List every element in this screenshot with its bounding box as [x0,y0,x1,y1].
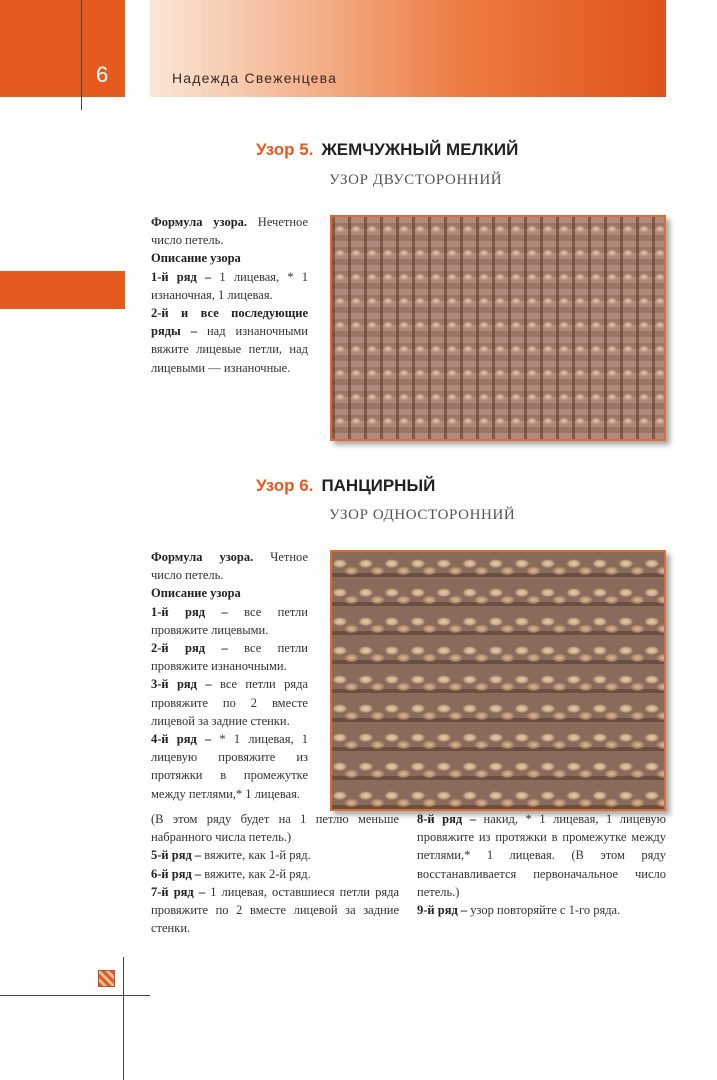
row-4-note: (В этом ряду будет на 1 петлю меньше набранного числа петель.) [151,812,399,845]
row-label: 2-й и все последующие ряды – [151,306,308,339]
row-text: * 1 лицевая, 1 лицевую провяжите из протяжки в промежутке между петлями,* 1 лицевая. [151,732,309,801]
row-label: 7-й ряд – [151,884,206,899]
formula-text: Четное число петель. [151,550,308,583]
row-text: все петли провяжите лицевыми. [151,604,308,637]
row-label: 6-й ряд – [151,866,202,881]
row-text: вяжите, как 2-й ряд. [204,866,311,881]
side-accent-band [0,271,125,309]
formula-text: Нечетное число петель. [151,215,308,248]
row-label: 1-й ряд – [151,604,228,619]
vertical-rule-bottom [123,957,124,1080]
description-label: Описание узора [151,251,241,266]
row-label: 5-й ряд – [151,848,202,863]
pattern-5-title [256,140,518,160]
pattern-ornament-icon [98,970,115,987]
horizontal-rule-bottom [0,995,150,996]
row-text: вяжите, как 1-й ряд. [204,848,311,863]
page-number: 6 [96,62,109,87]
author-name: Надежда Свеженцева [172,70,338,86]
row-label: 2-й ряд – [151,641,228,656]
row-text: все петли ряда провяжите по 2 вместе лицевой за задние стенки. [151,677,308,728]
pattern-6-title [256,476,435,496]
row-text: накид, * 1 лицевая, 1 лицевую провяжите из протяжки в промежутке между петлями,* 1 лицевая. (В этом ряду восстанавливается первоначальное число петель.) [417,812,667,899]
formula-label: Формула узора. [151,215,248,229]
pattern-5-number: Узор 5. [256,140,314,159]
pattern-6-description-bottom [151,810,399,937]
row-text: 1 лицевая, * 1 изнаночная, 1 лицевая. [151,269,309,302]
pattern-5-description [151,213,308,377]
pattern-5-subtitle: УЗОР ДВУСТОРОННИЙ [329,172,503,188]
knit-swatch-pattern-5 [330,215,666,441]
row-text: над изнаночными вяжите лицевые петли, над лицевыми — изнаночные. [151,324,308,375]
row-text: узор повторяйте с 1-го ряда. [470,903,621,918]
row-text: все петли провяжите изнаночными. [151,641,308,674]
row-label: 4-й ряд – [151,732,212,747]
row-text: 1 лицевая, оставшиеся петли ряда провяжите по 2 вместе лицевой за задние стенки. [151,884,399,936]
pattern-6-description-right [417,810,666,919]
pattern-6-subtitle: УЗОР ОДНОСТОРОННИЙ [329,507,516,523]
row-label: 9-й ряд – [417,903,468,918]
pattern-6-number: Узор 6. [256,476,314,495]
vertical-rule [81,0,82,110]
row-label: 1-й ряд – [151,269,212,284]
description-label: Описание узора [151,586,241,601]
pattern-6-name: ПАНЦИРНЫЙ [321,476,436,495]
formula-label: Формула узора. [151,550,254,564]
pattern-5-name: ЖЕМЧУЖНЫЙ МЕЛКИЙ [321,140,519,159]
pattern-6-description-top [151,548,308,803]
row-label: 3-й ряд – [151,677,212,692]
row-label: 8-й ряд – [417,812,476,826]
knit-swatch-pattern-6 [330,550,666,811]
